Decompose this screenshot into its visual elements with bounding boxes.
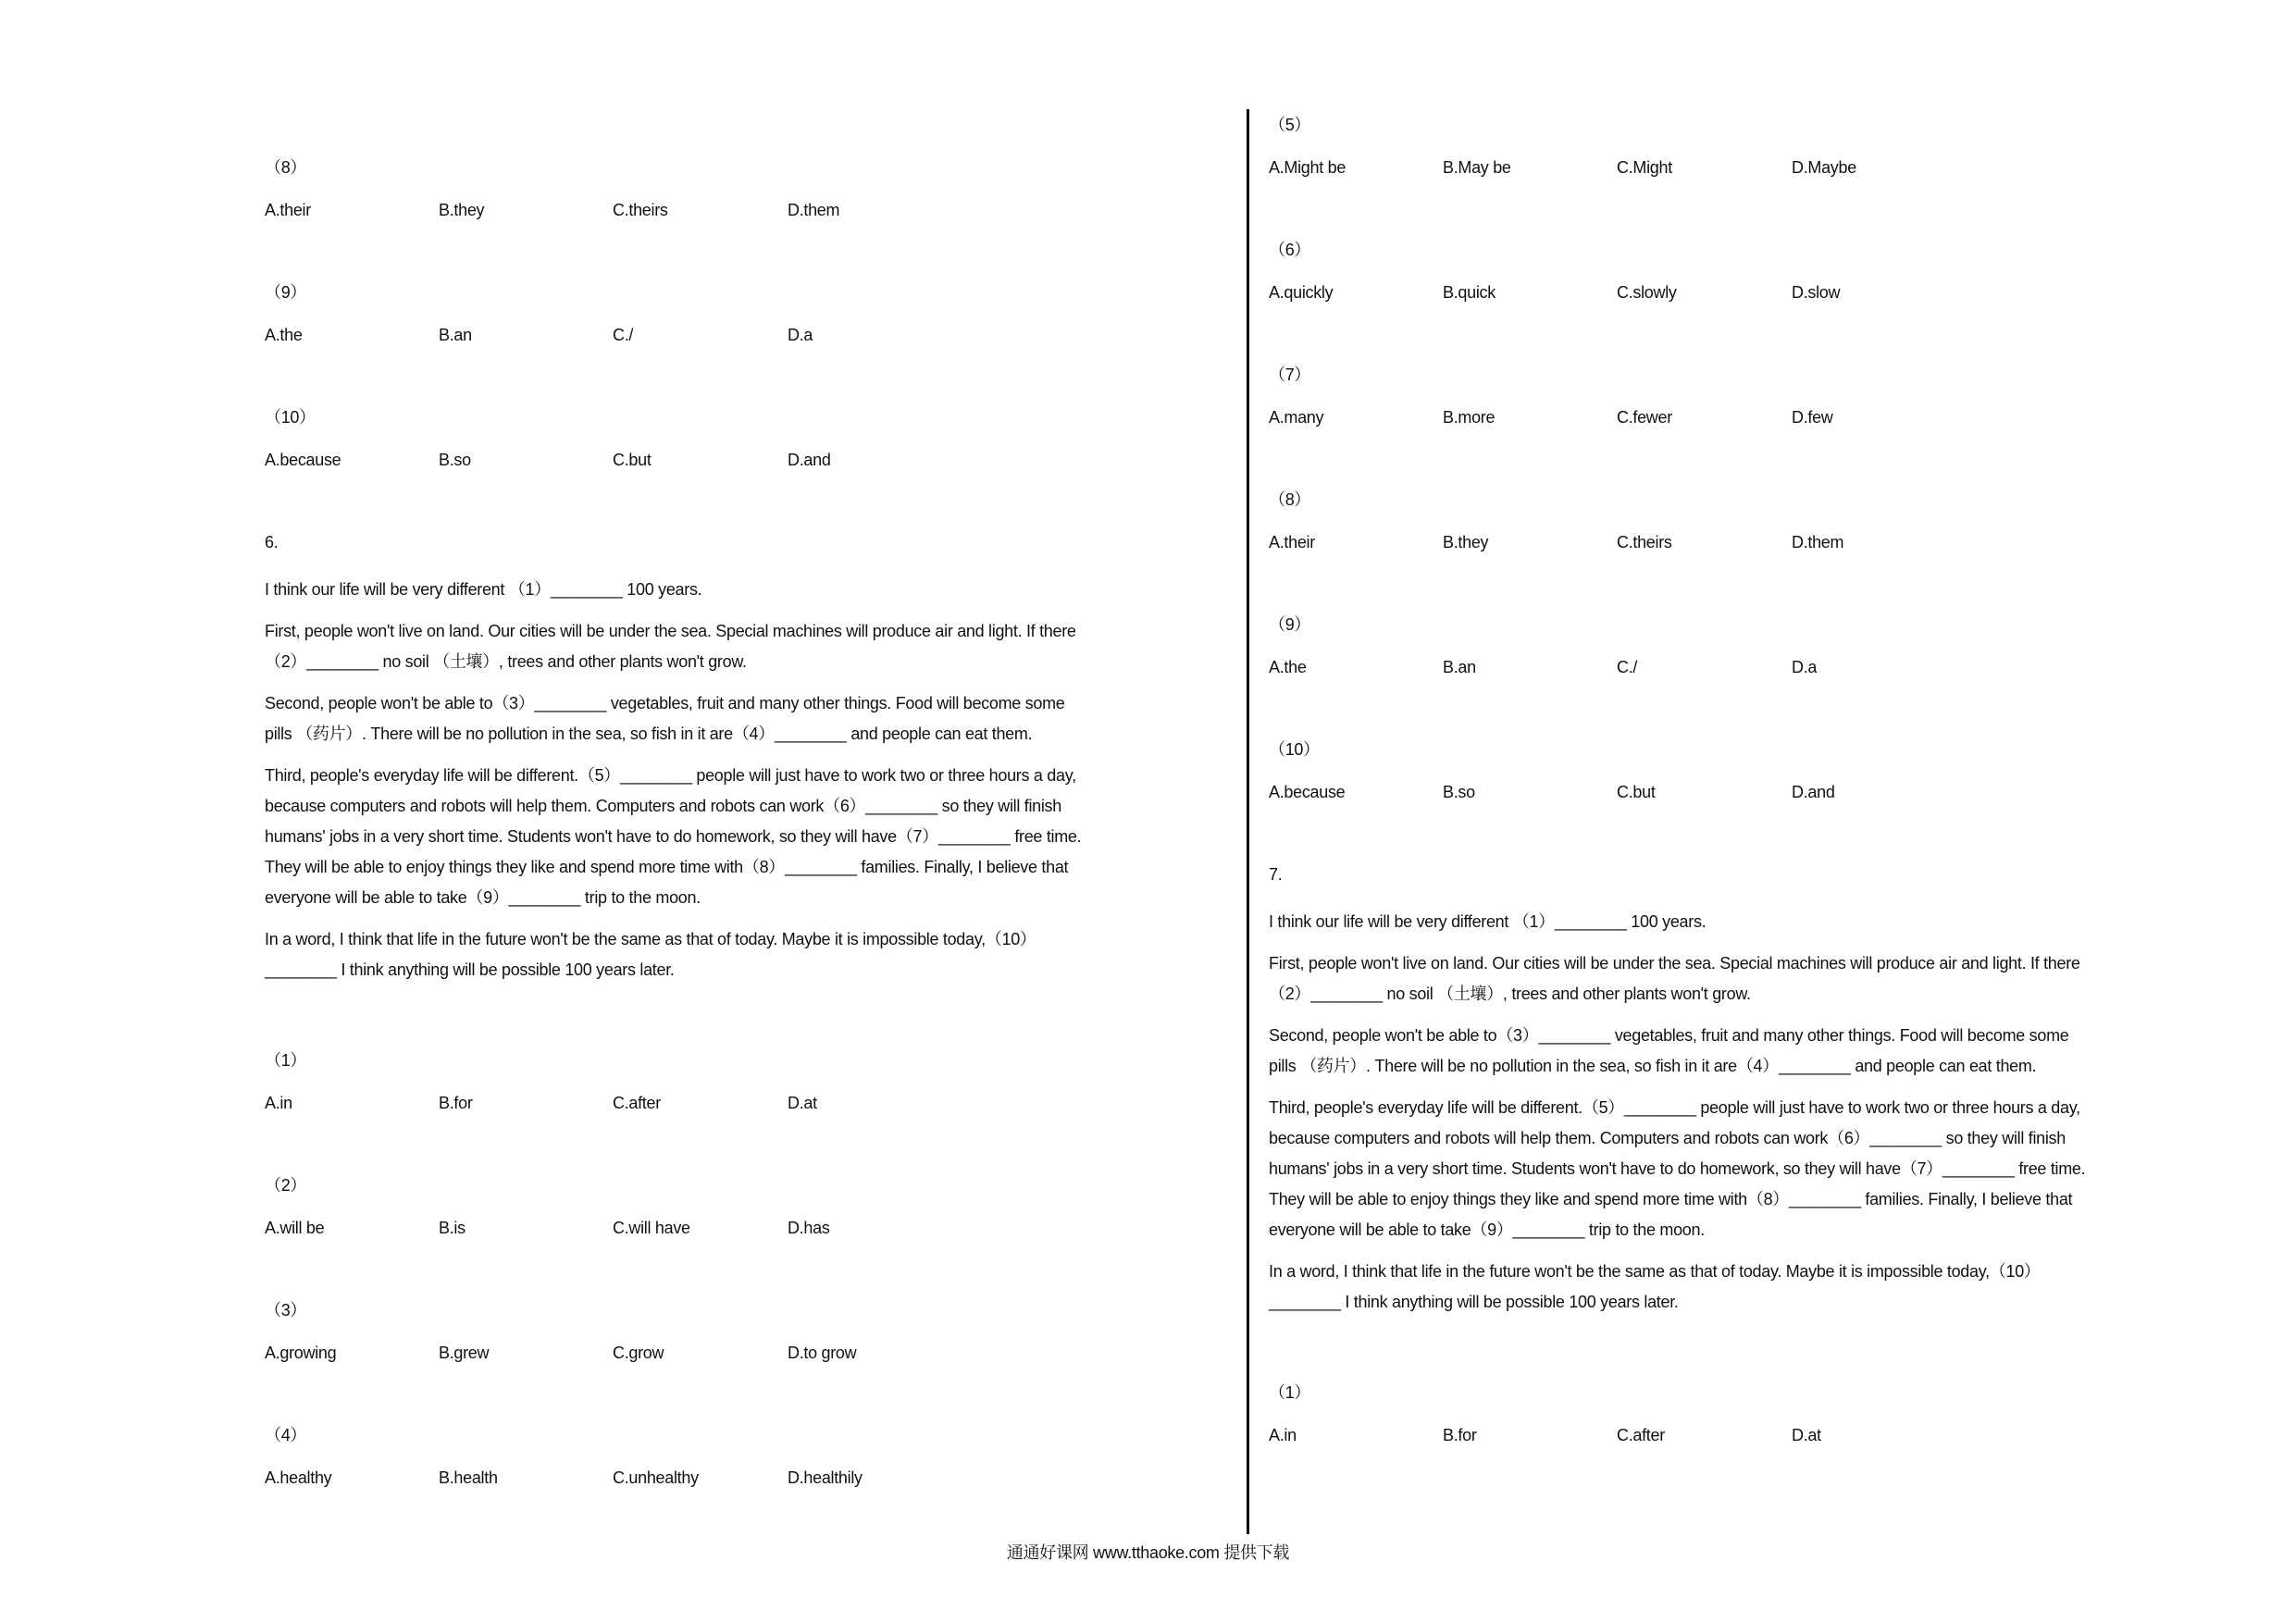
paragraph	[1269, 1093, 2250, 1245]
question-number: （1）	[265, 1051, 307, 1070]
right-column	[1269, 104, 2250, 1496]
option-b[interactable]: B.quick	[1443, 283, 1496, 302]
question-block	[1269, 478, 2250, 564]
question-number: （3）	[265, 1301, 307, 1319]
paragraph-line: First, people won't live on land. Our cities will be under the sea. Special machines will produce air and light. If there	[265, 622, 1076, 640]
option-d[interactable]: D.at	[1792, 1426, 1821, 1444]
cloze-passage	[1269, 853, 2250, 1318]
paragraph-line: In a word, I think that life in the future won't be the same as that of today. Maybe it is impossible today,（10）	[1269, 1262, 2041, 1281]
options-row	[265, 189, 1246, 231]
paragraph	[1269, 907, 2250, 937]
option-b[interactable]: B.an	[1443, 658, 1476, 676]
passage-number: 7.	[1269, 865, 1283, 884]
paragraph-line: because computers and robots will help them. Computers and robots can work（6）________ so they will finish	[1269, 1129, 2066, 1147]
question-block	[1269, 1371, 2250, 1456]
options-row	[265, 1456, 1246, 1499]
paragraph-line: everyone will be able to take（9）________ trip to the moon.	[265, 888, 701, 907]
paragraph	[265, 616, 1246, 677]
paragraph-line: I think our life will be very different （1）________ 100 years.	[1269, 912, 1706, 931]
question-number: （9）	[1269, 615, 1311, 634]
question-block	[1269, 353, 2250, 439]
question-block	[265, 1414, 1246, 1499]
paragraph-line: （2）________ no soil （土壤）, trees and other plants won't grow.	[1269, 985, 1751, 1003]
options-row	[265, 314, 1246, 356]
paragraph-line: humans' jobs in a very short time. Students won't have to do homework, so they will have（7）________ free time.	[265, 827, 1082, 846]
options-row	[1269, 396, 2250, 439]
footer-source: 通通好课网 www.tthaoke.com 提供下载	[1006, 1543, 1290, 1562]
question-number: （7）	[1269, 365, 1311, 384]
cloze-passage	[265, 521, 1246, 985]
option-b[interactable]: B.is	[439, 1219, 465, 1237]
paragraph-line: because computers and robots will help them. Computers and robots can work（6）________ so they will finish	[265, 797, 1061, 815]
paragraph	[265, 575, 1246, 605]
paragraph-line: everyone will be able to take（9）________ trip to the moon.	[1269, 1220, 1705, 1239]
option-d[interactable]: D.at	[788, 1094, 817, 1112]
option-a[interactable]: A.their	[1269, 533, 1315, 551]
option-c[interactable]: C.but	[1617, 783, 1656, 801]
option-a[interactable]: A.because	[1269, 783, 1346, 801]
options-row	[1269, 771, 2250, 813]
option-a[interactable]: A.the	[265, 326, 303, 344]
question-block	[265, 146, 1246, 231]
question-block	[265, 1289, 1246, 1374]
option-d[interactable]: D.and	[788, 451, 831, 469]
paragraph-line: Second, people won't be able to（3）________ vegetables, fruit and many other things. Food will become some	[265, 694, 1065, 712]
paragraph-line: They will be able to enjoy things they like and spend more time with（8）________ families. Finally, I believe that	[1269, 1190, 2073, 1208]
option-d[interactable]: D.them	[1792, 533, 1844, 551]
paragraph	[265, 924, 1246, 985]
question-number: （10）	[265, 408, 316, 427]
option-b[interactable]: B.an	[439, 326, 472, 344]
option-a[interactable]: A.Might be	[1269, 158, 1347, 177]
paragraph	[265, 688, 1246, 750]
option-a[interactable]: A.because	[265, 451, 341, 469]
option-d[interactable]: D.has	[788, 1219, 830, 1237]
option-b[interactable]: B.grew	[439, 1344, 490, 1362]
paragraph	[1269, 948, 2250, 1010]
options-row	[1269, 646, 2250, 688]
option-d[interactable]: D.healthily	[788, 1468, 863, 1487]
paragraph-line: In a word, I think that life in the future won't be the same as that of today. Maybe it is impossible today,（10）	[265, 930, 1036, 948]
paragraph-line: ________ I think anything will be possible 100 years later.	[265, 960, 675, 979]
options-row	[265, 439, 1246, 481]
question-block	[265, 271, 1246, 356]
options-row	[1269, 1414, 2250, 1456]
options-row	[1269, 146, 2250, 189]
option-b[interactable]: B.more	[1443, 408, 1496, 427]
option-b[interactable]: B.health	[439, 1468, 498, 1487]
question-number: （4）	[265, 1426, 307, 1444]
options-row	[1269, 271, 2250, 314]
question-number: （8）	[1269, 490, 1311, 509]
question-block	[1269, 104, 2250, 189]
option-c[interactable]: C.theirs	[613, 201, 668, 219]
option-c[interactable]: C.slowly	[1617, 283, 1677, 302]
option-d[interactable]: D.slow	[1792, 283, 1841, 302]
option-c[interactable]: C.unhealthy	[613, 1468, 699, 1487]
option-d[interactable]: D.and	[1792, 783, 1835, 801]
question-number: （1）	[1269, 1383, 1311, 1402]
option-b[interactable]: B.so	[1443, 783, 1475, 801]
option-a[interactable]: A.quickly	[1269, 283, 1334, 302]
option-a[interactable]: A.in	[1269, 1426, 1297, 1444]
option-b[interactable]: B.for	[439, 1094, 473, 1112]
options-row	[1269, 521, 2250, 564]
paragraph-line: Third, people's everyday life will be different.（5）________ people will just have to work two or three hours a day,	[265, 766, 1076, 785]
question-number: （9）	[265, 283, 307, 302]
option-c[interactable]: C.after	[613, 1094, 661, 1112]
option-b[interactable]: B.so	[439, 451, 471, 469]
question-block	[265, 1039, 1246, 1124]
option-a[interactable]: A.many	[1269, 408, 1324, 427]
paragraph-line: pills （药片）. There will be no pollution in the sea, so fish in it are（4）________ and people can eat them.	[265, 725, 1033, 743]
paragraph-line: Third, people's everyday life will be different.（5）________ people will just have to work two or three hours a day,	[1269, 1098, 2080, 1117]
option-c[interactable]: C.fewer	[1617, 408, 1672, 427]
paragraph-line: They will be able to enjoy things they like and spend more time with（8）________ families. Finally, I believe that	[265, 858, 1069, 876]
question-number: （6）	[1269, 241, 1311, 259]
paragraph-line: pills （药片）. There will be no pollution in the sea, so fish in it are（4）________ and people can eat them.	[1269, 1057, 2037, 1075]
option-b[interactable]: B.for	[1443, 1426, 1477, 1444]
option-c[interactable]: C.Might	[1617, 158, 1672, 177]
paragraph	[265, 761, 1246, 913]
question-block	[1269, 229, 2250, 314]
option-a[interactable]: A.will be	[265, 1219, 325, 1237]
option-a[interactable]: A.the	[1269, 658, 1307, 676]
options-row	[265, 1082, 1246, 1124]
option-c[interactable]: C./	[1617, 658, 1638, 676]
option-a[interactable]: A.their	[265, 201, 311, 219]
options-row	[265, 1332, 1246, 1374]
paragraph-line: First, people won't live on land. Our cities will be under the sea. Special machines will produce air and light. If there	[1269, 954, 2080, 973]
paragraph	[1269, 1021, 2250, 1082]
paragraph-line: Second, people won't be able to（3）________ vegetables, fruit and many other things. Food will become some	[1269, 1026, 2069, 1045]
paragraph-line: ________ I think anything will be possible 100 years later.	[1269, 1293, 1679, 1311]
option-b[interactable]: B.May be	[1443, 158, 1511, 177]
option-a[interactable]: A.growing	[265, 1344, 337, 1362]
paragraph-line: （2）________ no soil （土壤）, trees and other plants won't grow.	[265, 652, 747, 671]
option-c[interactable]: C.after	[1617, 1426, 1665, 1444]
option-c[interactable]: C./	[613, 326, 634, 344]
option-c[interactable]: C.theirs	[1617, 533, 1672, 551]
option-d[interactable]: D.Maybe	[1792, 158, 1856, 177]
option-b[interactable]: B.they	[439, 201, 485, 219]
question-number: （10）	[1269, 740, 1320, 759]
left-column	[265, 146, 1246, 1539]
option-d[interactable]: D.a	[1792, 658, 1818, 676]
passage-number: 6.	[265, 533, 279, 551]
option-d[interactable]: D.a	[788, 326, 813, 344]
question-number: （5）	[1269, 116, 1311, 134]
paragraph-line: I think our life will be very different （1）________ 100 years.	[265, 580, 702, 599]
option-c[interactable]: C.will have	[613, 1219, 690, 1237]
question-block	[265, 1164, 1246, 1249]
question-number: （8）	[265, 158, 307, 177]
paragraph	[1269, 1257, 2250, 1318]
option-a[interactable]: A.in	[265, 1094, 292, 1112]
question-block	[1269, 603, 2250, 688]
option-b[interactable]: B.they	[1443, 533, 1489, 551]
paragraph-line: humans' jobs in a very short time. Students won't have to do homework, so they will have（7）________ free time.	[1269, 1159, 2086, 1178]
option-a[interactable]: A.healthy	[265, 1468, 332, 1487]
option-d[interactable]: D.few	[1792, 408, 1833, 427]
option-c[interactable]: C.grow	[613, 1344, 664, 1362]
question-block	[1269, 728, 2250, 813]
option-c[interactable]: C.but	[613, 451, 652, 469]
question-number: （2）	[265, 1176, 307, 1195]
column-divider	[1247, 109, 1249, 1534]
option-d[interactable]: D.them	[788, 201, 840, 219]
options-row	[265, 1207, 1246, 1249]
option-d[interactable]: D.to grow	[788, 1344, 857, 1362]
question-block	[265, 396, 1246, 481]
